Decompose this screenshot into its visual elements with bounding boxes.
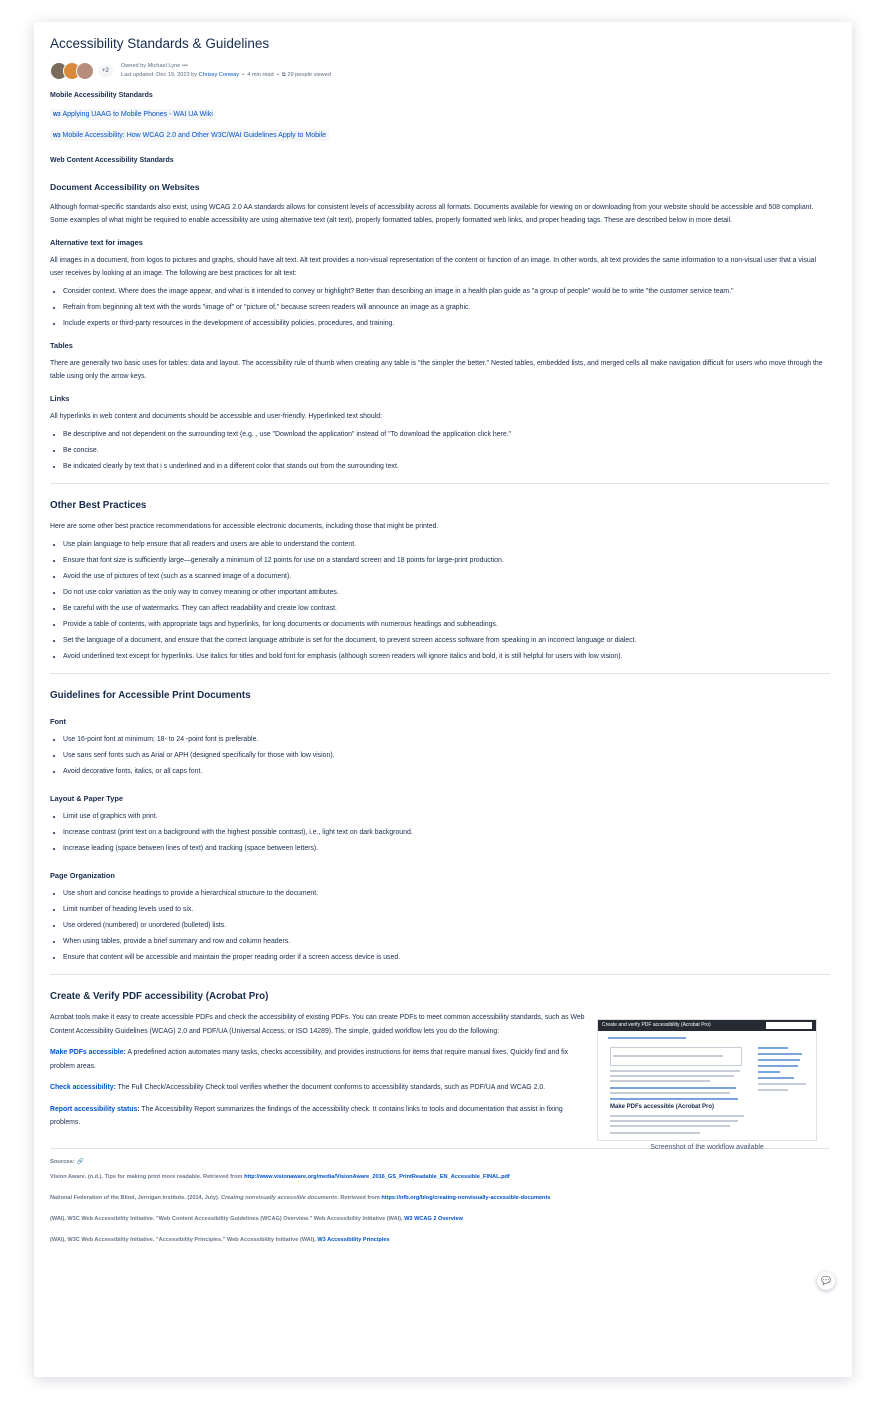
make-pdfs-link[interactable]: Make PDFs accessible:	[50, 1049, 126, 1056]
list-item: • When using tables, provide a brief summary and row and column headers.	[63, 935, 830, 948]
mobile-heading: Mobile Accessibility Standards	[50, 92, 153, 99]
list-item: • Avoid underlined text except for hyperlinks. Use italics for titles and bold font for emphasis (although screen readers will ignore italics and bold, it is still helpful for users with low vision).	[63, 650, 830, 663]
more-avatars-badge[interactable]: +2	[98, 65, 113, 77]
screenshot-line	[610, 1075, 734, 1077]
screenshot-line	[610, 1070, 740, 1072]
w3c-icon: W3	[404, 1215, 415, 1222]
pdf-check	[50, 1081, 590, 1095]
screenshot-line	[610, 1092, 730, 1094]
screenshot-subheading: Make PDFs accessible (Acrobat Pro)	[610, 1104, 715, 1110]
font-list	[50, 733, 830, 778]
link-icon[interactable]: 🔗	[76, 1158, 84, 1165]
best-practices-list	[50, 538, 830, 663]
page-title: Accessibility Standards & Guidelines	[50, 36, 270, 51]
source-text: National Federation of the Blind, Jernigan Institute. (2014, July).	[50, 1194, 221, 1201]
byline	[50, 60, 830, 82]
link-text: Mobile Accessibility: How WCAG 2.0 and Other W3C/WAI Guidelines Apply to Mobile	[62, 132, 327, 139]
list-item: • Avoid the use of pictures of text (such as a scanned image of a document).	[63, 570, 830, 583]
screenshot-line	[610, 1120, 738, 1122]
source-text: . Retrieved from	[337, 1194, 382, 1201]
screenshot-search	[766, 1022, 812, 1029]
make-pdfs-text: A predefined action automates many tasks, checks accessibility, and provides instructions for items that require manual fixes. Quickly find and fix problem areas.	[50, 1049, 569, 1070]
screenshot-line	[610, 1098, 738, 1100]
pdf-report	[50, 1103, 590, 1130]
list-item: • Ensure that font size is sufficiently large—generally a minimum of 12 points for use on a standard screen and 18 points for large-print production.	[63, 554, 830, 567]
layout-list	[50, 810, 830, 855]
list-item: • Refrain from beginning alt text with the words "image of" or "picture of," because screen readers will announce an image as a graphic.	[63, 301, 830, 314]
divider	[50, 974, 830, 975]
screenshot-line	[758, 1047, 788, 1049]
screenshot-line	[610, 1132, 700, 1134]
report-text: The Accessibility Report summarizes the findings of the accessibility check. It contains links to tools and documentation that assist in fixing problems.	[50, 1105, 563, 1126]
pdf-section	[50, 991, 830, 1151]
list-item: • Increase contrast (print text on a background with the highest possible contrast), i.e., light text on dark background.	[63, 826, 830, 839]
best-practices-heading: Other Best Practices	[50, 500, 147, 511]
link-text: Accessibility Principles	[327, 1236, 390, 1243]
screenshot-caption: Screenshot of the workflow available	[650, 1144, 764, 1151]
updated-text: Last updated: Dec 19, 2023 by	[120, 72, 198, 78]
list-item: • Consider context. Where does the image appear, and what is it intended to convey or highlight? Better than describing an image in a health plan guide as "a group of people" would be to write "the customer service team."	[63, 285, 830, 298]
screenshot-line	[758, 1053, 802, 1055]
screenshot-line	[610, 1080, 710, 1082]
screenshot-title: Create and verify PDF accessibility (Acrobat Pro)	[602, 1022, 711, 1028]
font-heading: Font	[50, 717, 67, 726]
list-item: • Include experts or third-party resources in the development of accessibility policies, procedures, and training.	[63, 317, 830, 330]
print-heading: Guidelines for Accessible Print Documents	[50, 690, 251, 701]
source-item	[50, 1236, 830, 1244]
screenshot-line	[758, 1059, 800, 1061]
list-item: • Provide a table of contents, with appropriate tags and hyperlinks, for long documents or documents with numerous headings and subheadings.	[63, 618, 830, 631]
w3c-icon: W3	[317, 1236, 328, 1243]
page-content	[50, 36, 830, 1257]
pdf-text	[50, 1011, 590, 1130]
source-text: (WAI), W3C Web Accessibility Initiative. "Web Content Accessibility Guidelines (WCAG) Overview." Web Accessibility Initiative (WAI),	[50, 1215, 405, 1222]
tables-paragraph: There are generally two basic uses for tables: data and layout. The accessibility rule of thumb when creating any table is "the simpler the better." Nested tables, embedded lists, and merged cells all make navigation difficult for users who move through the table using only the arrow keys.	[50, 360, 823, 380]
comment-icon[interactable]: 💬	[817, 1272, 835, 1290]
sources	[50, 1159, 830, 1244]
list-item: • Use 16-point font at minimum; 18- to 24 -point font is preferable.	[63, 733, 830, 746]
owner-text: Owned by Michael Lyne	[120, 63, 181, 69]
link-text: WCAG 2 Overview	[414, 1215, 463, 1222]
smart-link-uaag[interactable]	[50, 109, 216, 120]
links-list	[50, 428, 830, 473]
alt-text-paragraph: All images in a document, from logos to pictures and graphs, should have alt text. Alt text provides a non-visual representation of the content or function of an image. In other words, alt text provides the same information to a non-visual user that a visual user receives by looking at an image. The following are best practices for alt text:	[50, 257, 817, 277]
avatar[interactable]	[76, 62, 94, 80]
links-heading: Links	[50, 394, 70, 403]
list-item: • Do not use color variation as the only way to convey meaning or other important attributes.	[63, 586, 830, 599]
list-item: • Ensure that content will be accessible and maintain the proper reading order if a screen access device is used.	[63, 951, 830, 964]
doc-websites-heading: Document Accessibility on Websites	[50, 182, 200, 192]
source-item	[50, 1194, 830, 1202]
smart-link-wcag-overview[interactable]	[404, 1216, 463, 1222]
tables-heading: Tables	[50, 341, 73, 350]
screenshot-line	[610, 1115, 744, 1117]
source-item	[50, 1215, 830, 1223]
screenshot-line	[758, 1083, 806, 1085]
doc-websites-paragraph: Although format-specific standards also exist, using WCAG 2.0 AA standards allows for consistent levels of accessibility across all formats. Documents available for viewing on or downloading from your website should be accessible and 508 compliant. Some examples of what might be required to enable accessibility are using alternative text (alt text), properly formatted tables, properly formatted web links, and proper heading tags. These are described below in more detail.	[50, 204, 814, 224]
screenshot-title-bar	[598, 1020, 816, 1031]
workflow-screenshot[interactable]	[597, 1019, 817, 1151]
list-item: • Increase leading (space between lines of text) and tracking (space between letters).	[63, 842, 830, 855]
alt-text-list	[50, 285, 830, 330]
pdf-intro: Acrobat tools make it easy to create accessible PDFs and check the accessibility of existing PDFs. You can create PDFs to meet common accessibility standards, such as Web Content Accessibility Guidelines (WCAG) 2.0 and PDF/UA (Universal Access, or ISO 14289). The simple, guided workflow lets you do the following:	[50, 1014, 585, 1035]
check-text: The Full Check/Accessibility Check tool verifies whether the document conforms to accessibility standards, such as PDF/UA and WCAG 2.0.	[115, 1084, 546, 1091]
screenshot-line	[758, 1071, 780, 1073]
view-count[interactable]: 29 people viewed	[287, 72, 331, 78]
screenshot-line	[758, 1089, 788, 1091]
list-item: • Limit use of graphics with print.	[63, 810, 830, 823]
organization-heading: Page Organization	[50, 871, 115, 880]
alt-text-heading: Alternative text for images	[50, 238, 143, 247]
list-item: • Use plain language to help ensure that all readers and users are able to understand the content.	[63, 538, 830, 551]
source-item	[50, 1173, 830, 1181]
pdf-heading: Create & Verify PDF accessibility (Acrobat Pro)	[50, 991, 269, 1002]
source-link[interactable]: https://nfb.org/blog/creating-nonvisually-accessible-documents	[381, 1194, 551, 1201]
source-text: Vision Aware. (n.d.). Tips for making print more readable. Retrieved from	[50, 1173, 245, 1180]
layout-heading: Layout & Paper Type	[50, 794, 123, 803]
list-item: • Set the language of a document, and ensure that the correct language attribute is set for the document, to prevent screen access software from speaking in an incorrect language or dialect.	[63, 634, 830, 647]
best-practices-paragraph: Here are some other best practice recommendations for accessible electronic documents, including those that might be printed.	[50, 523, 439, 530]
source-link[interactable]: http://www.visionaware.org/media/VisionAware_2016_GS_PrintReadable_EN_Accessible_FINAL.pdf	[244, 1173, 510, 1180]
read-time: 4 min read	[247, 72, 274, 78]
source-title: Creating nonvisually accessible documents	[220, 1194, 338, 1201]
links-paragraph: All hyperlinks in web content and documents should be accessible and user-friendly. Hyperlinked text should:	[50, 413, 382, 420]
sources-label	[50, 1159, 830, 1165]
list-item: • Avoid decorative fonts, italics, or all caps font.	[63, 765, 830, 778]
list-item: • Be descriptive and not dependent on the surrounding text (e.g. , use "Download the application" instead of "To download the application click here."	[63, 428, 830, 441]
smart-link-principles[interactable]	[317, 1237, 389, 1243]
check-accessibility-link[interactable]: Check accessibility:	[50, 1084, 116, 1091]
w3c-icon: W3	[53, 112, 61, 118]
confluence-page	[34, 22, 852, 1377]
screenshot-line	[613, 1055, 723, 1057]
screenshot-image[interactable]	[597, 1019, 817, 1141]
report-status-link[interactable]: Report accessibility status:	[50, 1105, 140, 1113]
screenshot-line	[758, 1065, 798, 1067]
list-item: • Use ordered (numbered) or unordered (bulleted) lists.	[63, 919, 830, 932]
list-item: • Limit number of heading levels used to six.	[63, 903, 830, 916]
screenshot-line	[758, 1077, 794, 1079]
screenshot-line	[610, 1125, 730, 1127]
smart-link-mobile-wcag[interactable]	[50, 130, 329, 141]
more-icon[interactable]: •••	[181, 63, 188, 69]
web-content-heading: Web Content Accessibility Standards	[50, 157, 174, 164]
screenshot-line	[608, 1037, 686, 1039]
list-item: • Be concise.	[63, 444, 830, 457]
link-text: Applying UAAG to Mobile Phones - WAI UA Wiki	[62, 111, 213, 118]
pdf-make	[50, 1046, 590, 1073]
divider	[50, 673, 830, 674]
w3c-icon: W3	[53, 133, 61, 139]
list-item: • Be indicated clearly by text that i s underlined and in a different color that stands out from the surrounding text.	[63, 460, 830, 473]
page-meta: Owned by Michael Lyne ••• Last updated: Dec 19, 2023 by Chrissy Conway • 4 min read • ⧉ 29 people viewed	[120, 63, 331, 78]
sources-label-text: Sources:	[50, 1158, 75, 1165]
list-item: • Be careful with the use of watermarks. They can affect readability and create low contrast.	[63, 602, 830, 615]
analytics-icon: ⧉	[281, 72, 286, 78]
source-text: (WAI), W3C Web Accessibility Initiative. "Accessibility Principles." Web Accessibility Initiative (WAI),	[50, 1236, 318, 1243]
organization-list	[50, 887, 830, 964]
contributor-avatars[interactable]	[50, 62, 113, 80]
divider	[50, 483, 830, 484]
updated-by-link[interactable]: Chrissy Conway	[198, 72, 240, 78]
screenshot-line	[610, 1087, 736, 1089]
list-item: • Use sans serif fonts such as Arial or APH (designed specifically for those with low vision).	[63, 749, 830, 762]
list-item: • Use short and concise headings to provide a hierarchical structure to the document.	[63, 887, 830, 900]
